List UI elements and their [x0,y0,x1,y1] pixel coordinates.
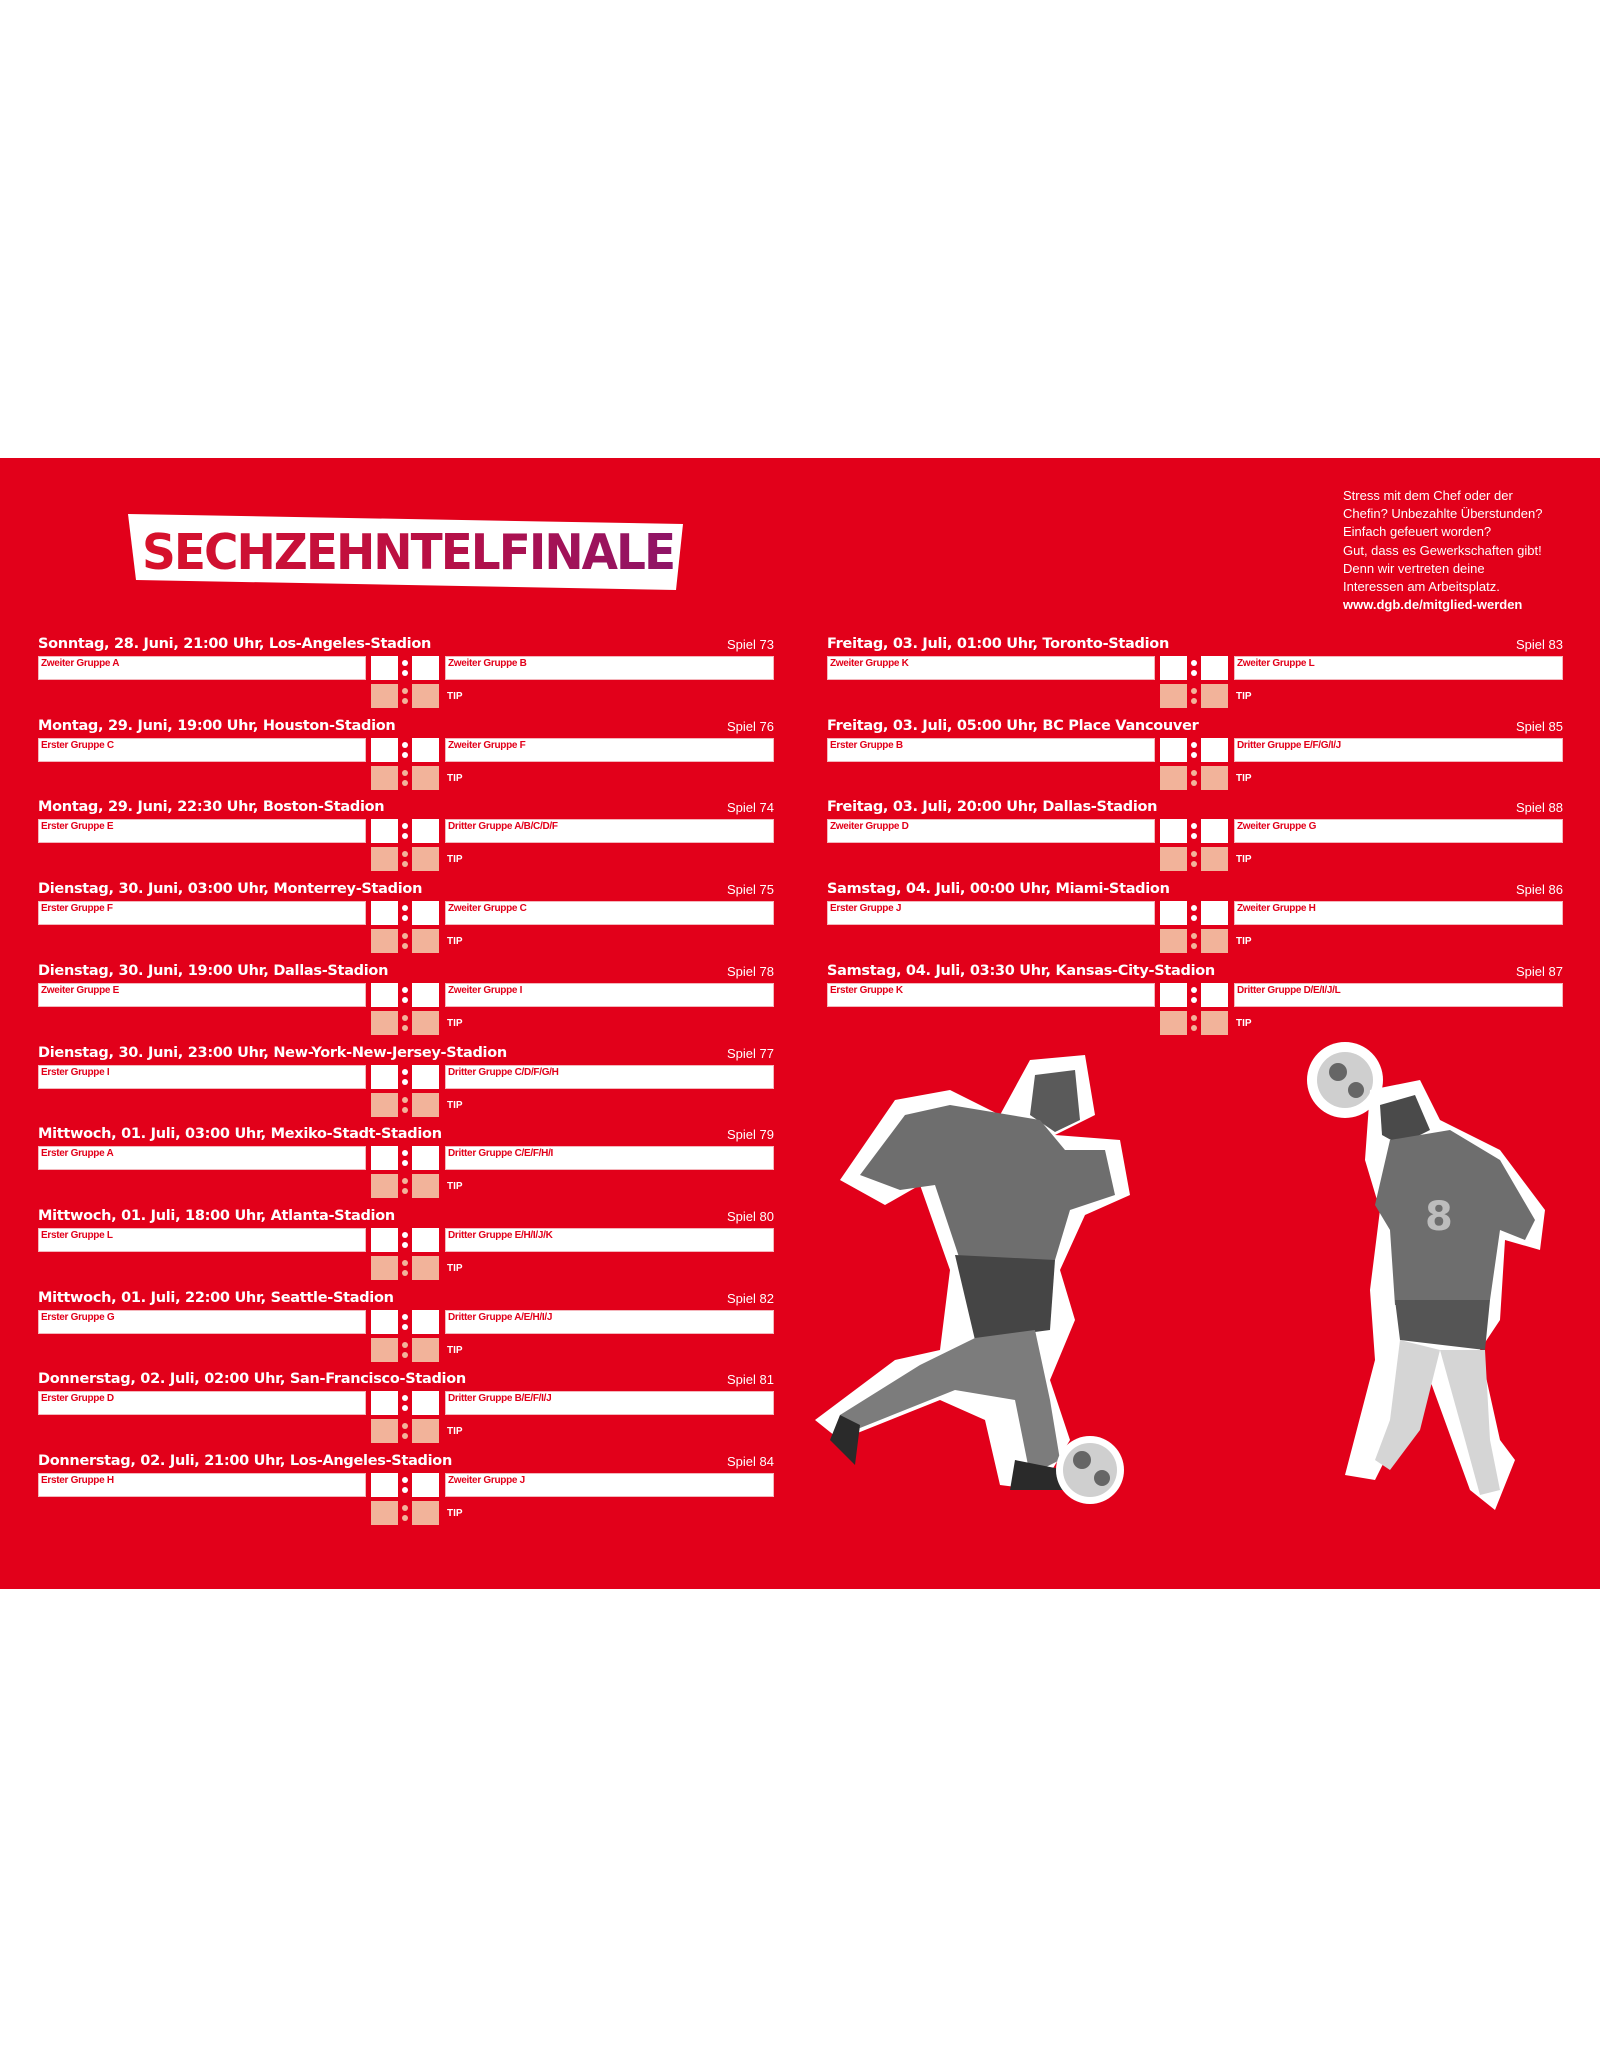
tip-label: TIP [447,1262,463,1274]
home-team-label: Zweiter Gruppe D [830,821,909,833]
match-header [827,636,1563,656]
away-team-field[interactable] [445,1391,774,1415]
svg-text:8: 8 [1425,1194,1453,1240]
away-team-field[interactable] [445,738,774,762]
score-colon-icon [401,1391,409,1415]
promo-line: Interessen am Arbeitsplatz. [1343,579,1500,595]
match-header [38,1126,774,1146]
home-team-field[interactable] [38,819,366,843]
home-team-field[interactable] [827,738,1155,762]
away-score-input[interactable] [1201,738,1228,762]
home-score-input[interactable] [1160,983,1187,1007]
away-tip-input[interactable] [412,1419,439,1443]
away-team-field[interactable] [445,1146,774,1170]
match-number: Spiel 85 [1516,718,1563,734]
home-team-field[interactable] [827,819,1155,843]
away-score-input[interactable] [1201,901,1228,925]
away-tip-input[interactable] [412,1338,439,1362]
home-score-input[interactable] [1160,901,1187,925]
away-team-label: Dritter Gruppe E/H/I/J/K [448,1229,553,1241]
promo-url-link[interactable]: www.dgb.de/mitglied-werden [1343,597,1523,613]
match-number: Spiel 77 [727,1045,774,1061]
tip-colon-icon [401,1093,409,1117]
away-score-input[interactable] [412,656,439,680]
page-title: SECHZEHNTELFINALE [142,523,675,582]
tip-label: TIP [447,1508,463,1519]
home-tip-input[interactable] [371,1174,398,1198]
match-number: Spiel 84 [727,1454,774,1469]
home-team-field[interactable] [38,1228,366,1252]
home-team-label: Erster Gruppe K [830,984,903,996]
home-tip-input[interactable] [371,1093,398,1117]
score-colon-icon [401,656,409,680]
away-team-label: Zweiter Gruppe L [1237,658,1315,669]
away-team-label: Zweiter Gruppe B [448,658,527,669]
match-date-venue: Montag, 29. Juni, 19:00 Uhr, Houston-Stadion [38,717,396,734]
away-team-field[interactable] [1234,983,1563,1007]
tip-label: TIP [1236,1017,1252,1029]
away-team-label: Dritter Gruppe B/E/F/I/J [448,1393,552,1405]
score-colon-icon [1190,738,1198,762]
match-date-venue: Mittwoch, 01. Juli, 03:00 Uhr, Mexiko-Stadt-Stadion [38,1126,442,1143]
away-score-input[interactable] [412,1310,439,1334]
tip-colon-icon [401,1256,409,1280]
away-team-field[interactable] [445,1473,774,1497]
promo-line: Denn wir vertreten deine [1343,560,1485,576]
score-colon-icon [1190,983,1198,1007]
home-score-input[interactable] [371,1310,398,1334]
away-team-label: Dritter Gruppe D/E/I/J/L [1237,984,1341,996]
home-team-label: Erster Gruppe A [41,1148,114,1160]
away-score-input[interactable] [412,901,439,925]
tip-colon-icon [401,1338,409,1362]
home-team-label: Erster Gruppe J [830,903,902,915]
score-colon-icon [401,983,409,1007]
home-score-input[interactable] [1160,819,1187,843]
tip-label: TIP [447,1181,463,1193]
match-header [38,1208,774,1228]
home-tip-input[interactable] [371,1256,398,1280]
score-colon-icon [1190,819,1198,843]
home-score-input[interactable] [371,1146,398,1170]
home-team-label: Erster Gruppe F [41,903,113,915]
away-tip-input[interactable] [412,1256,439,1280]
away-team-label: Zweiter Gruppe I [448,984,523,996]
away-team-field[interactable] [1234,656,1563,680]
away-team-field[interactable] [445,1310,774,1334]
home-team-label: Erster Gruppe D [41,1393,114,1405]
match-number: Spiel 73 [727,637,774,652]
home-team-field[interactable] [38,983,366,1007]
match-date-venue: Freitag, 03. Juli, 05:00 Uhr, BC Place Vancouver [827,717,1199,734]
tip-label: TIP [447,936,463,948]
match-number: Spiel 87 [1516,963,1563,979]
tip-colon-icon [401,847,409,871]
away-score-input[interactable] [412,738,439,762]
score-colon-icon [401,1310,409,1334]
match-number: Spiel 74 [727,800,774,816]
match-date-venue: Sonntag, 28. Juni, 21:00 Uhr, Los-Angeles-Stadion [38,636,432,652]
match-header [38,799,774,819]
home-team-field[interactable] [827,983,1155,1007]
match-header [38,881,774,901]
home-tip-input[interactable] [371,1419,398,1443]
home-score-input[interactable] [1160,656,1187,680]
tip-label: TIP [447,1017,463,1029]
home-team-field[interactable] [827,656,1155,680]
away-score-input[interactable] [412,1228,439,1252]
home-score-input[interactable] [371,983,398,1007]
match-number: Spiel 75 [727,882,774,898]
match-date-venue: Montag, 29. Juni, 22:30 Uhr, Boston-Stadion [38,799,385,816]
football-players-icon [800,1017,1600,1580]
match-date-venue: Freitag, 03. Juli, 20:00 Uhr, Dallas-Stadion [827,799,1158,816]
away-team-field[interactable] [445,656,774,680]
home-tip-input[interactable] [371,766,398,790]
match-date-venue: Mittwoch, 01. Juli, 18:00 Uhr, Atlanta-Stadion [38,1207,395,1224]
tip-colon-icon [1190,847,1198,871]
away-tip-input[interactable] [412,929,439,953]
score-colon-icon [1190,901,1198,925]
match-date-venue: Donnerstag, 02. Juli, 21:00 Uhr, Los-Angeles-Stadion [38,1453,452,1469]
home-tip-input[interactable] [371,684,398,708]
dribbling-player-icon [815,1055,1130,1504]
away-tip-input[interactable] [412,684,439,708]
tip-label: TIP [447,1344,463,1356]
home-team-label: Zweiter Gruppe E [41,984,119,996]
score-colon-icon [401,1146,409,1170]
away-team-label: Dritter Gruppe C/D/F/G/H [448,1066,559,1078]
score-colon-icon [401,1228,409,1252]
home-team-label: Erster Gruppe H [41,1475,114,1486]
tip-label: TIP [1236,691,1252,702]
away-team-label: Dritter Gruppe A/B/C/D/F [448,821,558,833]
home-score-input[interactable] [371,1228,398,1252]
match-header [38,963,774,983]
away-score-input[interactable] [412,983,439,1007]
match-header [38,636,774,656]
home-score-input[interactable] [371,1391,398,1415]
match-header [38,718,774,738]
home-team-label: Erster Gruppe I [41,1066,110,1078]
home-team-field[interactable] [827,901,1155,925]
away-score-input[interactable] [1201,983,1228,1007]
home-score-input[interactable] [371,1065,398,1089]
home-tip-input[interactable] [1160,684,1187,708]
tip-colon-icon [401,1501,409,1525]
tip-colon-icon [401,684,409,708]
home-score-input[interactable] [1160,738,1187,762]
home-tip-input[interactable] [1160,929,1187,953]
tip-label: TIP [1236,772,1252,784]
tip-colon-icon [1190,929,1198,953]
tip-colon-icon [401,1419,409,1443]
promo-line: Chefin? Unbezahlte Überstunden? [1343,506,1543,522]
home-team-field[interactable] [38,1473,366,1497]
away-tip-input[interactable] [412,766,439,790]
score-colon-icon [1190,656,1198,680]
home-team-label: Zweiter Gruppe K [830,658,909,669]
home-team-label: Zweiter Gruppe A [41,658,120,669]
away-team-label: Dritter Gruppe C/E/F/H/I [448,1148,554,1160]
away-team-label: Zweiter Gruppe F [448,739,526,751]
match-date-venue: Donnerstag, 02. Juli, 02:00 Uhr, San-Francisco-Stadion [38,1371,466,1388]
tip-label: TIP [447,772,463,784]
home-team-field[interactable] [38,1146,366,1170]
match-header [38,1453,774,1473]
away-team-label: Zweiter Gruppe J [448,1475,525,1486]
away-score-input[interactable] [412,1473,439,1497]
home-team-label: Erster Gruppe G [41,1311,115,1323]
home-team-label: Erster Gruppe L [41,1229,113,1241]
home-score-input[interactable] [371,1473,398,1497]
match-date-venue: Dienstag, 30. Juni, 03:00 Uhr, Monterrey-Stadion [38,881,423,898]
home-team-field[interactable] [38,1065,366,1089]
match-number: Spiel 76 [727,718,774,734]
match-header [827,718,1563,738]
home-tip-input[interactable] [371,1011,398,1035]
home-tip-input[interactable] [1160,847,1187,871]
score-colon-icon [401,819,409,843]
away-score-input[interactable] [412,819,439,843]
match-header [38,1290,774,1310]
away-team-label: Zweiter Gruppe C [448,903,527,915]
match-number: Spiel 78 [727,963,774,979]
away-tip-input[interactable] [412,847,439,871]
heading-player-icon [1307,1042,1545,1510]
home-score-input[interactable] [371,738,398,762]
home-team-field[interactable] [38,656,366,680]
home-score-input[interactable] [371,819,398,843]
away-tip-input[interactable] [1201,766,1228,790]
match-number: Spiel 79 [727,1127,774,1143]
home-score-input[interactable] [371,901,398,925]
away-tip-input[interactable] [1201,847,1228,871]
away-team-field[interactable] [445,901,774,925]
promo-line: Gut, dass es Gewerkschaften gibt! [1343,542,1542,558]
away-score-input[interactable] [412,1146,439,1170]
home-team-field[interactable] [38,1310,366,1334]
match-header [827,881,1563,901]
match-card [38,1453,774,1555]
promo-line: Stress mit dem Chef oder der [1343,488,1513,503]
match-date-venue: Samstag, 04. Juli, 03:30 Uhr, Kansas-City-Stadion [827,962,1215,979]
score-colon-icon [401,738,409,762]
away-team-field[interactable] [445,819,774,843]
away-team-label: Dritter Gruppe E/F/G/I/J [1237,739,1341,751]
home-tip-input[interactable] [371,1338,398,1362]
home-team-label: Erster Gruppe B [830,739,903,751]
title-banner [128,514,683,590]
match-number: Spiel 80 [727,1208,774,1224]
away-score-input[interactable] [412,1391,439,1415]
home-tip-input[interactable] [1160,766,1187,790]
tip-colon-icon [401,766,409,790]
tip-colon-icon [1190,766,1198,790]
tip-colon-icon [401,1011,409,1035]
away-tip-input[interactable] [412,1174,439,1198]
home-team-label: Erster Gruppe C [41,739,114,751]
tip-label: TIP [447,1426,463,1438]
match-date-venue: Dienstag, 30. Juni, 23:00 Uhr, New-York-New-Jersey-Stadion [38,1044,507,1061]
away-team-field[interactable] [1234,901,1563,925]
away-team-label: Dritter Gruppe A/E/H/I/J [448,1311,553,1323]
match-date-venue: Mittwoch, 01. Juli, 22:00 Uhr, Seattle-Stadion [38,1289,394,1306]
match-header [827,799,1563,819]
away-tip-input[interactable] [1201,684,1228,708]
home-team-label: Erster Gruppe E [41,821,114,833]
match-number: Spiel 86 [1516,882,1563,898]
match-number: Spiel 82 [727,1290,774,1306]
home-team-field[interactable] [38,901,366,925]
away-team-field[interactable] [445,1065,774,1089]
tip-label: TIP [1236,854,1252,866]
tip-colon-icon [1190,684,1198,708]
away-team-label: Zweiter Gruppe G [1237,821,1317,833]
home-team-field[interactable] [38,1391,366,1415]
away-tip-input[interactable] [1201,929,1228,953]
tip-label: TIP [447,691,463,702]
away-score-input[interactable] [1201,656,1228,680]
away-team-field[interactable] [1234,819,1563,843]
home-tip-input[interactable] [371,847,398,871]
away-score-input[interactable] [1201,819,1228,843]
score-colon-icon [401,1065,409,1089]
match-header [38,1045,774,1065]
tip-label: TIP [447,1099,463,1111]
match-header [827,963,1563,983]
promo-text [1343,487,1593,614]
away-tip-input[interactable] [412,1093,439,1117]
tip-label: TIP [447,854,463,866]
away-tip-input[interactable] [412,1011,439,1035]
home-tip-input[interactable] [371,1501,398,1525]
match-date-venue: Freitag, 03. Juli, 01:00 Uhr, Toronto-Stadion [827,636,1169,652]
tip-label: TIP [1236,936,1252,948]
match-number: Spiel 81 [727,1372,774,1388]
home-score-input[interactable] [371,656,398,680]
match-number: Spiel 88 [1516,800,1563,816]
away-team-field[interactable] [445,983,774,1007]
home-tip-input[interactable] [371,929,398,953]
away-team-field[interactable] [445,1228,774,1252]
promo-line: Einfach gefeuert worden? [1343,524,1492,540]
away-tip-input[interactable] [412,1501,439,1525]
tip-colon-icon [401,929,409,953]
match-number: Spiel 83 [1516,637,1563,652]
match-date-venue: Dienstag, 30. Juni, 19:00 Uhr, Dallas-Stadion [38,962,389,979]
match-header [38,1371,774,1391]
away-team-field[interactable] [1234,738,1563,762]
away-team-label: Zweiter Gruppe H [1237,903,1316,915]
home-team-field[interactable] [38,738,366,762]
match-date-venue: Samstag, 04. Juli, 00:00 Uhr, Miami-Stadion [827,881,1170,898]
score-colon-icon [401,1473,409,1497]
away-score-input[interactable] [412,1065,439,1089]
tip-colon-icon [401,1174,409,1198]
score-colon-icon [401,901,409,925]
players-illustration [800,1017,1600,1580]
